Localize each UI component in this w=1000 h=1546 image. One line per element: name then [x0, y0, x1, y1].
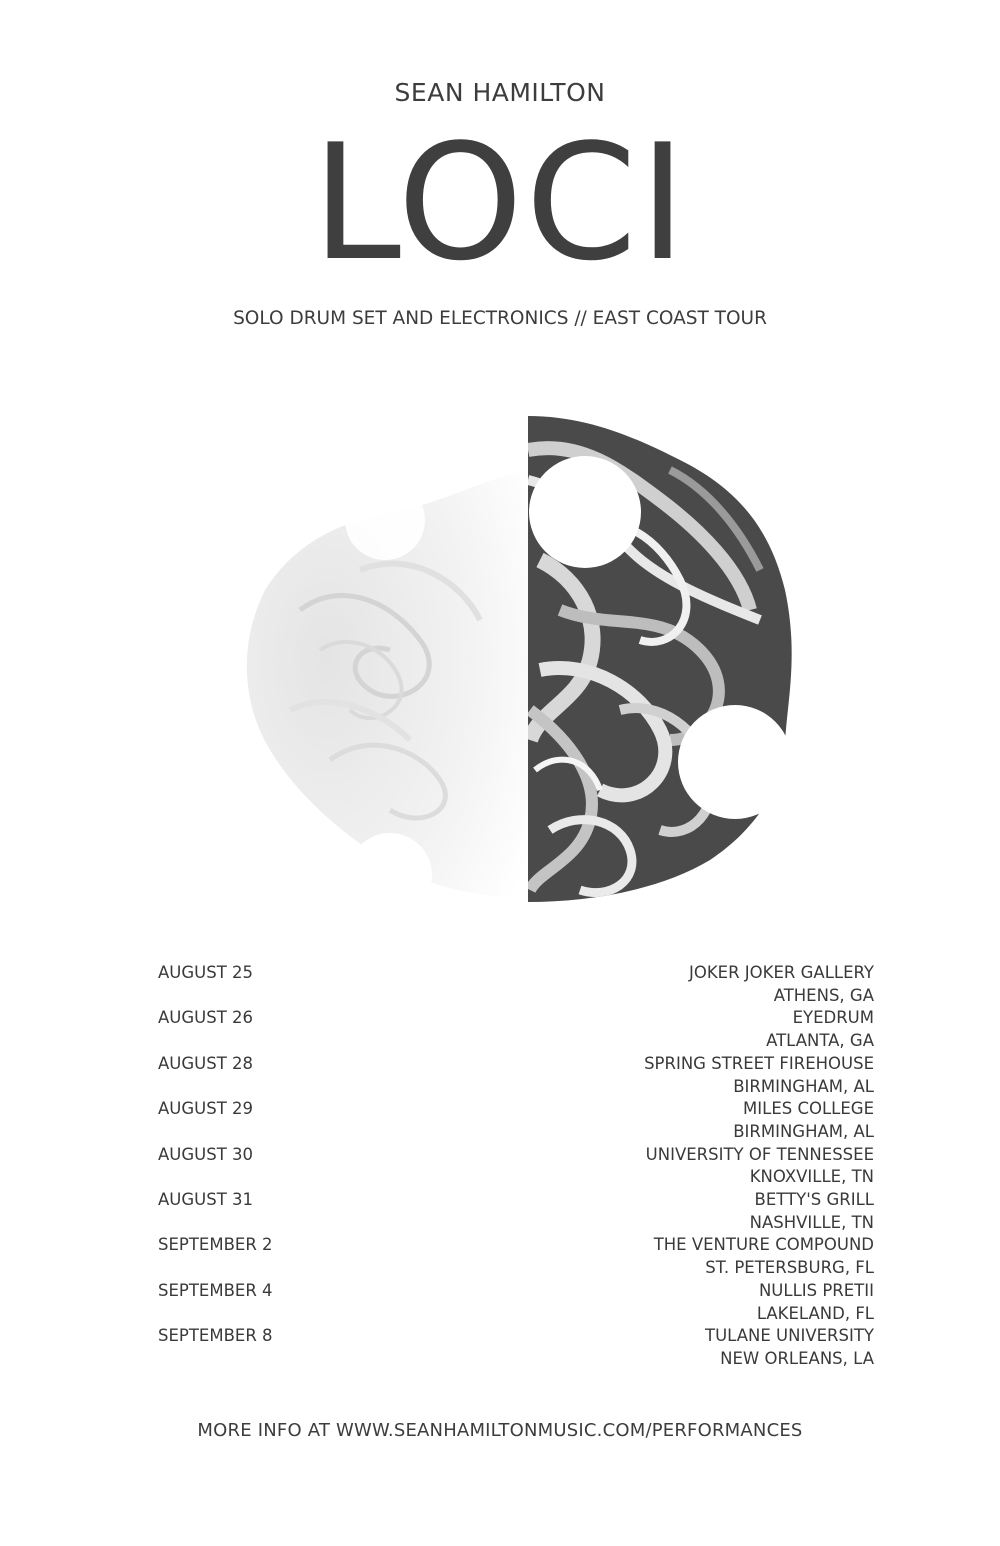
tour-date: AUGUST 25 [158, 963, 254, 982]
poster-title: LOCI [311, 109, 689, 296]
tour-city: NASHVILLE, TN [749, 1212, 874, 1232]
tour-row [158, 962, 874, 1007]
tour-city: ATHENS, GA [773, 985, 874, 1005]
tour-venue: UNIVERSITY OF TENNESSEE [645, 1144, 874, 1164]
tour-venue: TULANE UNIVERSITY [705, 1326, 874, 1346]
tour-row [158, 1189, 874, 1234]
tour-row [158, 1053, 874, 1098]
tour-date: SEPTEMBER 4 [158, 1280, 273, 1300]
tour-date: SEPTEMBER 8 [158, 1326, 273, 1346]
tour-city: ST. PETERSBURG, FL [705, 1258, 874, 1278]
poster-subtitle: SOLO DRUM SET AND ELECTRONICS // EAST COAST TOUR [233, 308, 767, 329]
tour-venue: THE VENTURE COMPOUND [653, 1235, 874, 1255]
tour-venue: SPRING STREET FIREHOUSE [644, 1053, 874, 1073]
tour-date: AUGUST 26 [158, 1008, 254, 1028]
tour-row [158, 1280, 874, 1325]
more-info-footer: MORE INFO AT WWW.SEANHAMILTONMUSIC.COM/PERFORMANCES [197, 1420, 803, 1441]
artist-name: SEAN HAMILTON [394, 78, 606, 107]
tour-date: AUGUST 28 [158, 1053, 254, 1073]
tour-venue: EYEDRUM [792, 1008, 874, 1028]
tour-city: LAKELAND, FL [756, 1303, 874, 1323]
tour-date: AUGUST 29 [158, 1099, 254, 1119]
marbled-disc-artwork [240, 410, 800, 910]
tour-venue: BETTY'S GRILL [754, 1190, 874, 1210]
tour-row [158, 1325, 874, 1370]
tour-city: BIRMINGHAM, AL [733, 1121, 874, 1141]
tour-date: AUGUST 30 [158, 1144, 254, 1164]
tour-row [158, 1007, 874, 1052]
tour-row [158, 1144, 874, 1189]
tour-row [158, 1234, 874, 1279]
tour-venue: NULLIS PRETII [758, 1280, 874, 1300]
tour-date: AUGUST 31 [158, 1190, 254, 1210]
tour-dates-list [158, 962, 874, 1371]
tour-row [158, 1098, 874, 1143]
tour-city: NEW ORLEANS, LA [720, 1348, 874, 1368]
tour-city: ATLANTA, GA [766, 1031, 874, 1051]
tour-venue: MILES COLLEGE [743, 1099, 874, 1119]
tour-city: BIRMINGHAM, AL [733, 1076, 874, 1096]
tour-date: SEPTEMBER 2 [158, 1235, 273, 1255]
cutout-circle-top [529, 456, 641, 568]
cutout-circle-bottom [678, 705, 792, 819]
tour-city: KNOXVILLE, TN [749, 1167, 874, 1187]
tour-venue: JOKER JOKER GALLERY [689, 963, 874, 982]
